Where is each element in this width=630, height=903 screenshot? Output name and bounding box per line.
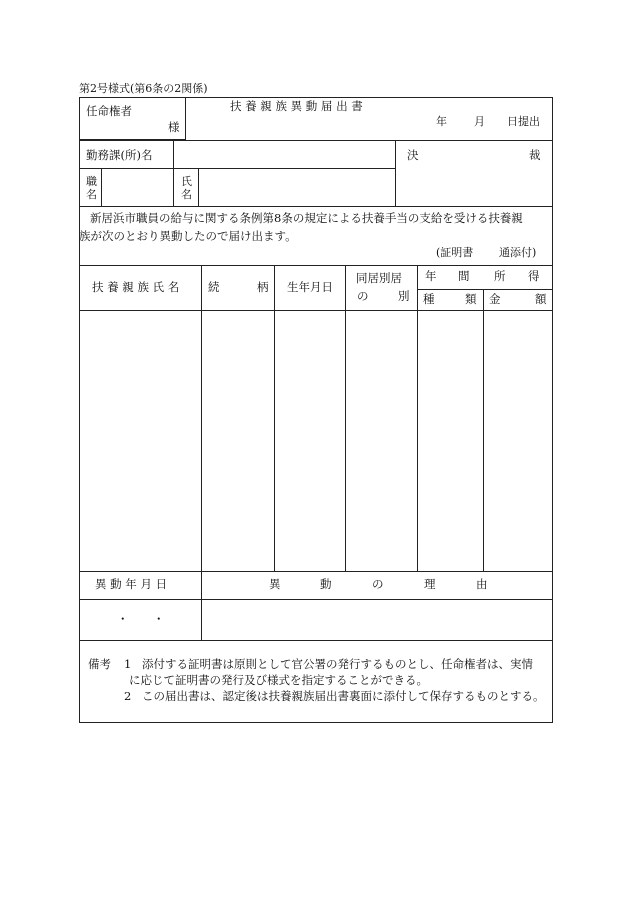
income-c2: 間 xyxy=(458,269,470,283)
appointer-label: 任命権者 xyxy=(86,104,132,118)
reason-c3: の xyxy=(372,577,384,591)
position-label-2: 名 xyxy=(86,188,97,201)
note1-line1: 添付する証明書は原則として官公署の発行するものとし、任命権者は、実情 xyxy=(142,657,533,671)
reason-c1: 異 xyxy=(269,577,281,591)
amount-a: 金 xyxy=(489,292,501,306)
change-reason-field[interactable] xyxy=(202,600,552,639)
position-label-1: 職 xyxy=(86,175,97,188)
divider xyxy=(173,168,174,206)
income-c3: 所 xyxy=(494,269,506,283)
date-dot-2: ・ xyxy=(153,612,165,626)
divider xyxy=(173,140,174,168)
form-title: 扶 養 親 族 異 動 届 出 書 xyxy=(230,99,363,113)
divider xyxy=(79,571,553,572)
reason-c4: 理 xyxy=(424,577,436,591)
type-a: 種 xyxy=(423,292,435,306)
reason-c5: 由 xyxy=(476,577,488,591)
reason-c2: 動 xyxy=(320,577,332,591)
approval-left: 決 xyxy=(407,148,419,162)
divider xyxy=(79,168,395,169)
note1-line2: に応じて証明書の発行及び様式を指定することができる。 xyxy=(129,673,428,687)
approval-right: 裁 xyxy=(529,148,541,162)
department-label: 勤務課(所)名 xyxy=(86,148,153,162)
col-cohabit-a: の xyxy=(357,289,369,303)
note2-line1: この届出書は、認定後は扶養親族届出書裏面に添付して保存するものとする。 xyxy=(142,689,545,703)
income-c1: 年 xyxy=(425,269,437,283)
change-date-label: 異 動 年 月 日 xyxy=(95,577,168,591)
dependents-table-body[interactable] xyxy=(79,311,553,571)
col-birth: 生年月日 xyxy=(287,280,333,294)
divider xyxy=(79,640,553,641)
col-cohabit-b: 別 xyxy=(398,289,410,303)
divider xyxy=(79,265,553,266)
name-label-1: 氏 xyxy=(181,175,192,188)
type-b: 類 xyxy=(465,292,477,306)
divider xyxy=(79,206,553,207)
submit-year: 年 xyxy=(436,115,447,128)
name-label-2: 名 xyxy=(181,188,192,201)
divider xyxy=(417,289,553,290)
divider xyxy=(395,140,396,206)
submit-day: 日提出 xyxy=(507,115,540,128)
attachment-open: (証明書 xyxy=(436,246,474,259)
form-number: 第2号様式(第6条の2関係) xyxy=(79,82,208,95)
change-date-field[interactable] xyxy=(80,600,200,639)
declaration-line2: 族が次のとおり異動したので届け出ます。 xyxy=(79,229,297,243)
amount-b: 額 xyxy=(535,292,547,306)
date-dot-1: ・ xyxy=(117,612,129,626)
appointer-honorific: 様 xyxy=(168,120,180,134)
attachment-close: 通添付) xyxy=(499,246,537,259)
note2-number: 2 xyxy=(124,689,132,703)
submit-month: 月 xyxy=(474,115,485,128)
declaration-line1: 新居浜市職員の給与に関する条例第8条の規定による扶養手当の支給を受ける扶養親 xyxy=(90,211,523,225)
divider xyxy=(79,140,553,141)
col-relation-b: 柄 xyxy=(257,280,269,294)
note1-number: 1 xyxy=(124,657,132,671)
divider xyxy=(101,168,102,206)
col-name: 扶 養 親 族 氏 名 xyxy=(92,280,180,294)
divider xyxy=(198,168,199,206)
col-cohabit-1: 同居別居 xyxy=(356,271,402,285)
col-relation-a: 続 xyxy=(208,280,220,294)
income-c4: 得 xyxy=(528,269,540,283)
notes-label: 備考 xyxy=(88,657,111,671)
